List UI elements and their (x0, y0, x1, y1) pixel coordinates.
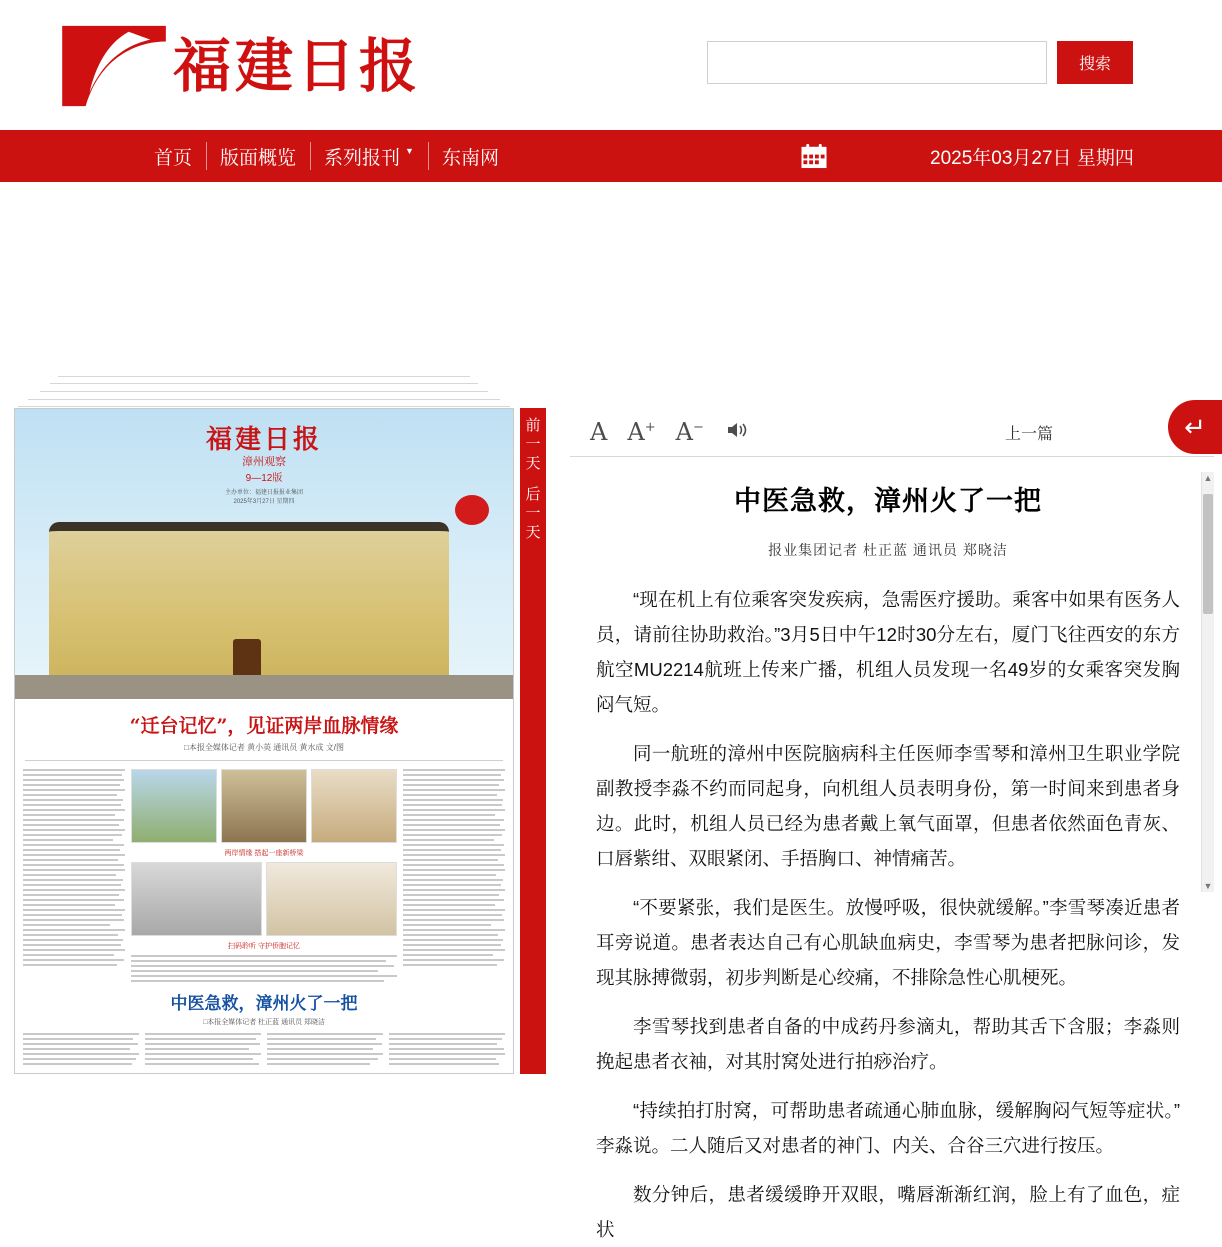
newspaper-photo (311, 769, 397, 843)
newspaper-photo (221, 769, 307, 843)
speaker-icon[interactable] (726, 421, 748, 444)
search-input[interactable] (708, 42, 1046, 83)
newspaper-photo (131, 862, 262, 936)
article-paragraph: “现在机上有位乘客突发疾病，急需医疗援助。乘客中如果有医务人员，请前往协助救治。”3月5日中午12时30分左右，厦门飞往西安的东方航空MU2214航班上传来广播，机组人员发现一名49岁的女乘客突发胸闷气短。 (596, 589, 1180, 715)
search-input-wrapper[interactable] (707, 41, 1047, 84)
site-logo-text: 福建日报 (173, 32, 422, 100)
article-scrollbar[interactable] (1201, 472, 1214, 892)
article-paragraph: 李雪琴找到患者自备的中成药丹参滴丸，帮助其舌下含服；李淼则挽起患者衣袖，对其肘窝处进行拍痧治疗。 (596, 1016, 1180, 1072)
newspaper-bottom-byline: □本报全媒体记者 杜正蓝 通讯员 郑晓洁 (202, 1019, 326, 1026)
day-navigation-strip[interactable] (520, 408, 546, 1074)
newspaper-bottom-columns (15, 1033, 513, 1093)
font-decrease-letter: A (675, 418, 693, 446)
nav-item-list (140, 130, 513, 182)
font-size-increase-button[interactable] (627, 418, 655, 446)
current-date: 2025年03月27日 星期四 (930, 147, 1134, 169)
paper-stack-decoration (14, 374, 514, 408)
newspaper-photo-caption-2: 扫码聆听 守护侨胞记忆 (228, 943, 300, 950)
newspaper-column-left (23, 769, 125, 981)
nav-item-home-label: 首页 (154, 147, 193, 169)
minus-icon: − (692, 420, 704, 435)
newspaper-photo (131, 769, 217, 843)
article-title: 中医急救，漳州火了一把 (734, 486, 1042, 517)
content-area (0, 182, 1222, 1240)
article-toolbar (570, 408, 1214, 457)
newspaper-headline: “迁台记忆”，见证两岸血脉情缘 (129, 715, 399, 737)
article-pane (570, 408, 1214, 1240)
newspaper-bottom-col (267, 1033, 383, 1093)
tulou-building-graphic (49, 522, 449, 681)
font-size-decrease-button[interactable] (676, 418, 704, 446)
next-day-char: 后 (525, 486, 541, 503)
flag-mark-icon (55, 22, 175, 110)
article-author: 报业集团记者 杜正蓝 通讯员 郑晓洁 (768, 542, 1008, 558)
newspaper-pages: 9—12版 (245, 473, 283, 484)
newspaper-column-center (131, 769, 397, 981)
newspaper-imprint: 主办单位：福建日报报业集团 2025年3月27日 星期四 (224, 490, 303, 505)
scroll-down-icon[interactable]: ▼ (1203, 881, 1213, 891)
lantern-graphic (455, 495, 489, 525)
chevron-down-icon: ▼ (405, 146, 414, 156)
next-day-char: 天 (525, 524, 541, 541)
scrollbar-thumb[interactable] (1203, 494, 1213, 614)
site-logo[interactable] (55, 18, 422, 113)
article-paragraph: 数分钟后，患者缓缓睁开双眼，嘴唇渐渐红润，脸上有了血色，症状 (596, 1184, 1180, 1240)
newspaper-photo (266, 862, 397, 936)
nav-item-southeast-net[interactable] (428, 130, 513, 182)
return-arrow-icon[interactable]: ↵ (1168, 400, 1222, 454)
newspaper-photo-caption-1: 两岸情缘 搭起一座新桥梁 (224, 850, 304, 857)
article-body (570, 457, 1214, 1240)
nav-item-series-publications[interactable] (310, 130, 428, 182)
newspaper-bottom-headline[interactable]: 中医急救，漳州火了一把 (170, 994, 358, 1014)
font-size-normal-button[interactable]: A (590, 418, 608, 446)
scroll-up-icon[interactable]: ▲ (1203, 473, 1213, 483)
newspaper-byline: □本报全媒体记者 黄小英 通讯员 黄水成 文/图 (184, 743, 344, 752)
site-header (0, 0, 1222, 130)
nav-item-layout-overview[interactable] (206, 130, 310, 182)
prev-day-char: 前 (525, 417, 541, 434)
newspaper-bottom-col (389, 1033, 505, 1093)
prev-day-char: 天 (525, 455, 541, 472)
calendar-icon[interactable] (800, 144, 828, 169)
article-paragraph: 同一航班的漳州中医院脑病科主任医师李雪琴和漳州卫生职业学院副教授李淼不约而同起身，向机组人员表明身份，第一时间来到患者身边。此时，机组人员已经为患者戴上氧气面罩，但患者依然面色青灰、口唇紫绀、双眼紧闭、手捂胸口、神情痛苦。 (596, 743, 1180, 869)
article-paragraph: “不要紧张，我们是医生。放慢呼吸，很快就缓解。”李雪琴凑近患者耳旁说道。患者表达自己有心肌缺血病史，李雪琴为患者把脉问诊，发现其脉搏微弱，初步判断是心绞痛，不排除急性心肌梗死。 (596, 897, 1180, 988)
newspaper-hero-photo (15, 409, 513, 699)
plus-icon: + (644, 420, 656, 435)
search-button[interactable]: 搜索 (1057, 41, 1133, 84)
article-paragraph: “持续拍打肘窝，可帮助患者疏通心肺血脉，缓解胸闷气短等症状。”李淼说。二人随后又对患者的神门、内关、合谷三穴进行按压。 (596, 1100, 1180, 1156)
newspaper-masthead: 福建日报 (205, 425, 322, 455)
ground-graphic (15, 675, 513, 699)
nav-item-southeast-net-label: 东南网 (441, 147, 499, 169)
main-navbar (0, 130, 1222, 182)
newspaper-photo-row-2 (131, 862, 397, 936)
divider (25, 760, 503, 761)
newspaper-center-text (131, 955, 397, 982)
strip-gap (520, 473, 546, 485)
newspaper-section: 漳州观察 (242, 456, 286, 468)
nav-item-home[interactable] (140, 130, 206, 182)
newspaper-bottom-col (23, 1033, 139, 1093)
next-day-char: 一 (525, 505, 541, 522)
prev-day-char: 一 (525, 436, 541, 453)
newspaper-columns (15, 769, 513, 981)
nav-item-series-publications-label: 系列报刊 (324, 147, 401, 169)
newspaper-bottom-col (145, 1033, 261, 1093)
prev-article-link[interactable]: 上一篇 (1005, 425, 1054, 443)
nav-item-layout-overview-label: 版面概览 (220, 147, 297, 169)
newspaper-page-preview[interactable] (14, 408, 514, 1074)
newspaper-column-right (403, 769, 505, 981)
font-increase-letter: A (627, 418, 645, 446)
newspaper-photo-row-1 (131, 769, 397, 843)
